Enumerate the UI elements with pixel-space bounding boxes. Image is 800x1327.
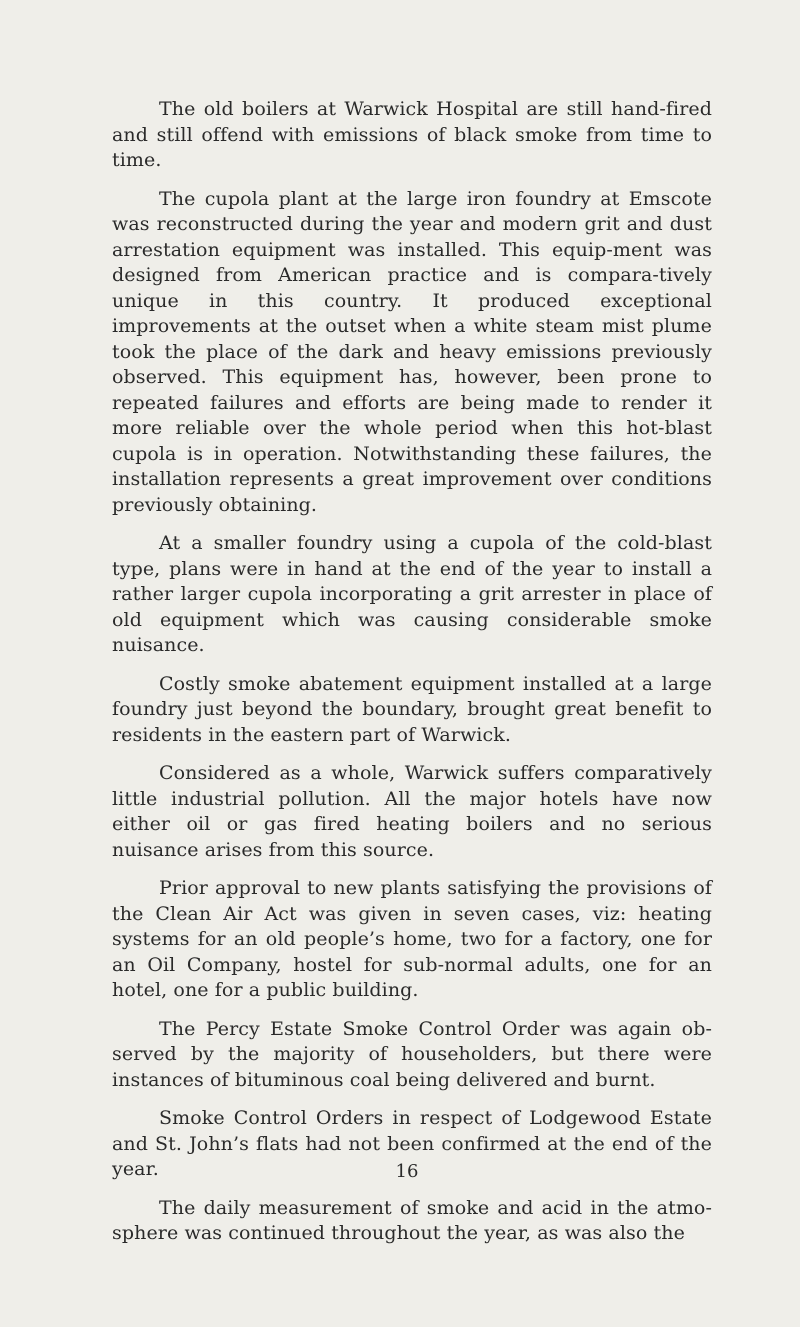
- paragraph-lodgewood-estate: Smoke Control Orders in respect of Lodgewood Estate and St. John’s flats had not been confirmed at the end of the year.: [112, 1107, 712, 1180]
- paragraph-percy-estate: The Percy Estate Smoke Control Order was again ob-served by the majority of householders, but there were instances of bituminous coal being delivered and burnt.: [112, 1017, 712, 1091]
- page-number: 16: [395, 1161, 419, 1182]
- paragraph-emscote-foundry: The cupola plant at the large iron foundry at Emscote was reconstructed during the year and modern grit and dust arrestation equipment was installed. This equip-ment was designed from American practice and is compara-tively unique in this country. It produced exceptional improvements at the outset when a white steam mist plume took the place of the dark and heavy emissions previously observed. This equipment has, however, been prone to repeated failures and efforts are being made to render it more reliable over the whole period when this hot-blast cupola is in operation. Notwithstanding these failures, the installation represents a great improvement over conditions previously obtaining.: [112, 187, 712, 516]
- paragraph-daily-measurement: The daily measurement of smoke and acid in the atmo-sphere was continued throughout the year, as was also the: [112, 1196, 712, 1244]
- paragraph-prior-approval: Prior approval to new plants satisfying the provisions of the Clean Air Act was given in seven cases, viz: heating systems for an old people’s home, two for a factory, one for an Oil Company, hostel for sub-normal adults, one for an hotel, one for a public building.: [112, 877, 712, 1001]
- paragraph-warwick-hospital-boilers: The old boilers at Warwick Hospital are still hand-fired and still offend with emissions of black smoke from time to time.: [112, 98, 712, 171]
- paragraph-smaller-foundry: At a smaller foundry using a cupola of the cold-blast type, plans were in hand at the end of the year to install a rather larger cupola incorporating a grit arrester in place of old equipment which was causing considerable smoke nuisance.: [112, 532, 712, 656]
- body-text: [112, 97, 712, 1260]
- paragraph-industrial-pollution: Considered as a whole, Warwick suffers comparatively little industrial pollution. All the major hotels have now either oil or gas fired heating boilers and no serious nuisance arises from this source.: [112, 762, 712, 861]
- paragraph-boundary-foundry: Costly smoke abatement equipment installed at a large foundry just beyond the boundary, brought great benefit to residents in the eastern part of Warwick.: [112, 672, 712, 746]
